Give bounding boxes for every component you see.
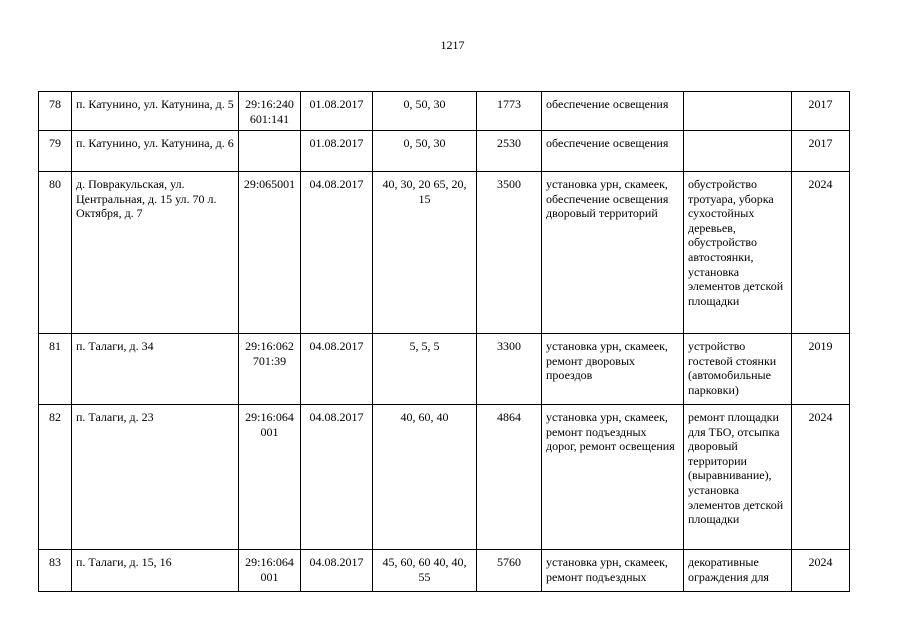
cadastral-number-cell: 29:16:064001 — [239, 405, 301, 550]
works-cell: установка урн, скамеек, ремонт подъездных — [542, 550, 684, 592]
date-cell: 01.08.2017 — [301, 92, 373, 131]
area-cell: 2530 — [477, 131, 542, 172]
table-row — [39, 92, 850, 131]
date-cell: 04.08.2017 — [301, 405, 373, 550]
year-cell: 2019 — [792, 334, 850, 405]
values-cell: 40, 30, 20 65, 20, 15 — [373, 172, 477, 334]
planned-works-cell — [684, 92, 792, 131]
works-cell: обеспечение освещения — [542, 131, 684, 172]
values-cell: 0, 50, 30 — [373, 131, 477, 172]
planned-works-cell: ремонт площадки для ТБО, отсыпка дворовый территории (выравнивание), установка элементов детской площадки — [684, 405, 792, 550]
works-cell: установка урн, скамеек, ремонт дворовых проездов — [542, 334, 684, 405]
area-cell: 4864 — [477, 405, 542, 550]
cadastral-number-cell — [239, 131, 301, 172]
area-cell: 3500 — [477, 172, 542, 334]
area-cell: 5760 — [477, 550, 542, 592]
address-cell: п. Талаги, д. 23 — [72, 405, 239, 550]
planned-works-cell: обустройство тротуара, уборка сухостойных деревьев, обустройство автостоянки, установка элементов детской площадки — [684, 172, 792, 334]
area-cell: 3300 — [477, 334, 542, 405]
area-cell: 1773 — [477, 92, 542, 131]
table-row — [39, 131, 850, 172]
cadastral-number-cell: 29:16:064001 — [239, 550, 301, 592]
cadastral-number-cell: 29:16:240601:141 — [239, 92, 301, 131]
date-cell: 04.08.2017 — [301, 550, 373, 592]
table-row — [39, 172, 850, 334]
works-cell: установка урн, скамеек, ремонт подъездных дорог, ремонт освещения — [542, 405, 684, 550]
year-cell: 2017 — [792, 92, 850, 131]
works-cell: установка урн, скамеек, обеспечение освещения дворовый территорий — [542, 172, 684, 334]
address-cell: п. Талаги, д. 15, 16 — [72, 550, 239, 592]
address-cell: п. Катунино, ул. Катунина, д. 5 — [72, 92, 239, 131]
planned-works-cell: устройство гостевой стоянки (автомобильные парковки) — [684, 334, 792, 405]
cadastral-number-cell: 29:16:062701:39 — [239, 334, 301, 405]
values-cell: 5, 5, 5 — [373, 334, 477, 405]
row-number: 78 — [39, 92, 72, 131]
year-cell: 2024 — [792, 405, 850, 550]
values-cell: 0, 50, 30 — [373, 92, 477, 131]
values-cell: 45, 60, 60 40, 40, 55 — [373, 550, 477, 592]
address-cell: п. Катунино, ул. Катунина, д. 6 — [72, 131, 239, 172]
row-number: 83 — [39, 550, 72, 592]
improvement-table — [38, 91, 850, 592]
date-cell: 01.08.2017 — [301, 131, 373, 172]
row-number: 81 — [39, 334, 72, 405]
works-cell: обеспечение освещения — [542, 92, 684, 131]
year-cell: 2017 — [792, 131, 850, 172]
date-cell: 04.08.2017 — [301, 334, 373, 405]
planned-works-cell: декоративные ограждения для — [684, 550, 792, 592]
date-cell: 04.08.2017 — [301, 172, 373, 334]
table-row — [39, 334, 850, 405]
row-number: 80 — [39, 172, 72, 334]
planned-works-cell — [684, 131, 792, 172]
year-cell: 2024 — [792, 550, 850, 592]
cadastral-number-cell: 29:065001 — [239, 172, 301, 334]
values-cell: 40, 60, 40 — [373, 405, 477, 550]
table-row — [39, 405, 850, 550]
table-row — [39, 550, 850, 592]
year-cell: 2024 — [792, 172, 850, 334]
row-number: 79 — [39, 131, 72, 172]
row-number: 82 — [39, 405, 72, 550]
address-cell: п. Талаги, д. 34 — [72, 334, 239, 405]
page-number: 1217 — [440, 38, 465, 52]
address-cell: д. Повракульская, ул. Центральная, д. 15 ул. 70 л. Октября, д. 7 — [72, 172, 239, 334]
